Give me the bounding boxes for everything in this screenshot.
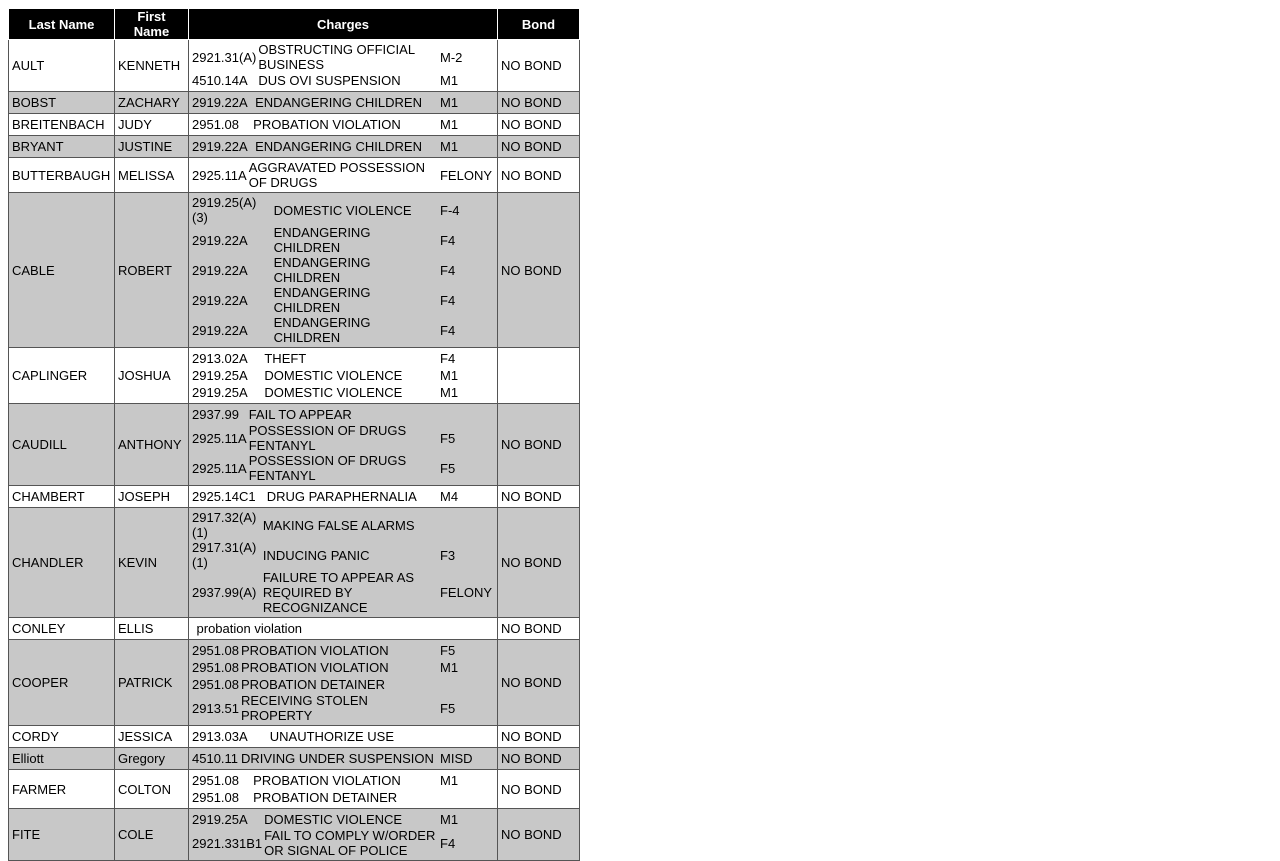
charge-line	[192, 160, 494, 190]
charges-cell	[189, 770, 498, 809]
charge-line	[192, 116, 494, 133]
charge-description: OBSTRUCTING OFFICIAL BUSINESS	[258, 42, 415, 72]
inmate-row	[9, 136, 580, 158]
charge-description: FAIL TO COMPLY W/ORDER OR SIGNAL OF POLICE	[264, 828, 436, 858]
first-name-cell: Gregory	[115, 748, 189, 770]
charge-degree	[440, 620, 494, 637]
charge-line	[192, 620, 494, 637]
charge-code: 2925.11A	[192, 430, 247, 446]
charge-code: 2937.99(A)	[192, 585, 257, 600]
charge-description: DOMESTIC VIOLENCE	[264, 385, 403, 400]
bond-cell: NO BOND	[498, 92, 580, 114]
charge-degree: FELONY	[439, 167, 492, 183]
charge-line	[192, 255, 494, 285]
charges-cell	[189, 618, 498, 640]
charge-code: 2951.08	[192, 677, 239, 692]
charge-line	[192, 811, 494, 828]
inmate-row	[9, 40, 580, 92]
last-name-cell: FITE	[9, 809, 115, 861]
header-last-name: Last Name	[9, 9, 115, 40]
first-name-cell: JOSHUA	[115, 348, 189, 404]
charge-degree	[440, 510, 494, 540]
charge-description: ENDANGERING CHILDREN	[273, 315, 371, 345]
charge-code: 2917.32(A)(1)	[192, 510, 257, 540]
header-bond: Bond	[498, 9, 580, 40]
charge-line	[192, 828, 494, 858]
inmate-row	[9, 114, 580, 136]
first-name-cell: JUSTINE	[115, 136, 189, 158]
charge-line	[192, 510, 494, 540]
charge-description: FAIL TO APPEAR	[248, 407, 352, 422]
charges-cell	[189, 404, 498, 486]
charge-code: 2925.11A	[192, 167, 247, 183]
charge-degree: F3	[439, 547, 456, 563]
charge-line	[192, 642, 494, 659]
bond-cell	[498, 348, 580, 404]
charge-description: DOMESTIC VIOLENCE	[273, 202, 412, 218]
bond-cell: NO BOND	[498, 158, 580, 193]
charge-description: PROBATION DETAINER	[241, 677, 385, 692]
first-name-cell: KENNETH	[115, 40, 189, 92]
charges-list	[192, 116, 494, 133]
inmate-roster-table	[8, 8, 580, 861]
charge-description: INDUCING PANIC	[262, 547, 370, 563]
bond-cell: NO BOND	[498, 136, 580, 158]
charges-list	[192, 350, 494, 401]
first-name-cell: ELLIS	[115, 618, 189, 640]
charge-line	[192, 72, 494, 89]
charge-degree: F4	[440, 292, 456, 308]
charge-degree	[440, 676, 494, 693]
charge-line	[192, 315, 494, 345]
charge-description: ENDANGERING CHILDREN	[273, 225, 371, 255]
last-name-cell: CAUDILL	[9, 404, 115, 486]
last-name-cell: BREITENBACH	[9, 114, 115, 136]
charge-code: 2919.22A	[192, 262, 248, 278]
charge-description: FAILURE TO APPEAR AS REQUIRED BY RECOGNIZANCE	[262, 570, 415, 615]
charge-code: 2937.99	[192, 407, 239, 422]
charge-degree: F4	[440, 835, 456, 851]
charges-cell	[189, 136, 498, 158]
charges-cell	[189, 92, 498, 114]
charge-code: 2951.08	[192, 773, 239, 788]
charges-list	[192, 406, 494, 483]
charges-list	[192, 620, 494, 637]
charge-description: RECEIVING STOLEN PROPERTY	[241, 693, 368, 723]
charges-cell	[189, 158, 498, 193]
first-name-cell: COLTON	[115, 770, 189, 809]
charge-line	[192, 453, 494, 483]
first-name-cell: MELISSA	[115, 158, 189, 193]
charge-degree: F5	[440, 700, 456, 716]
charges-list	[192, 750, 494, 767]
charge-description: PROBATION DETAINER	[253, 790, 398, 805]
bond-cell: NO BOND	[498, 809, 580, 861]
charge-description: ENDANGERING CHILDREN	[255, 139, 422, 154]
first-name-cell: JOSEPH	[115, 486, 189, 508]
charge-degree: F4	[440, 351, 456, 366]
charge-degree: M1	[440, 368, 459, 383]
charge-code: 2951.08	[192, 117, 239, 132]
last-name-cell: CABLE	[9, 193, 115, 348]
charge-degree	[440, 406, 494, 423]
charge-code: 2951.08	[192, 660, 239, 675]
charge-description: DUS OVI SUSPENSION	[258, 73, 401, 88]
charge-line	[192, 350, 494, 367]
first-name-cell: ROBERT	[115, 193, 189, 348]
charge-degree: M1	[440, 660, 459, 675]
charge-description: PROBATION VIOLATION	[241, 660, 389, 675]
last-name-cell: BUTTERBAUGH	[9, 158, 115, 193]
first-name-cell: ZACHARY	[115, 92, 189, 114]
charge-code: 2921.331B1	[192, 835, 263, 851]
charge-code: 2921.31(A)	[192, 49, 257, 65]
charge-degree: M1	[440, 812, 459, 827]
charge-degree: FELONY	[439, 585, 492, 600]
charge-line	[192, 406, 494, 423]
charge-line	[192, 570, 494, 615]
charge-line	[192, 285, 494, 315]
charge-degree: F4	[440, 322, 456, 338]
charges-cell	[189, 809, 498, 861]
bond-cell: NO BOND	[498, 748, 580, 770]
charge-code: 2919.25(A)(3)	[192, 195, 257, 225]
charge-degree: F5	[440, 460, 456, 476]
charge-description: ENDANGERING CHILDREN	[255, 95, 422, 110]
charge-description: PROBATION VIOLATION	[253, 773, 401, 788]
inmate-row	[9, 404, 580, 486]
charge-degree: M1	[440, 117, 459, 132]
charges-list	[192, 642, 494, 723]
charge-code: 4510.11	[192, 751, 239, 766]
charge-description: THEFT	[264, 351, 307, 366]
charge-line	[192, 195, 494, 225]
charge-description: AGGRAVATED POSSESSION OF DRUGS	[248, 160, 425, 190]
charge-degree: MISD	[440, 751, 473, 766]
charge-description: DRIVING UNDER SUSPENSION	[241, 751, 434, 766]
header-charges: Charges	[189, 9, 498, 40]
charges-list	[192, 510, 494, 615]
charge-code: 2913.02A	[192, 351, 248, 366]
header-first-name: First Name	[115, 9, 189, 40]
charge-line	[192, 42, 494, 72]
charge-line	[192, 138, 494, 155]
charges-cell	[189, 508, 498, 618]
charge-description: DRUG PARAPHERNALIA	[266, 489, 417, 504]
charge-line	[192, 94, 494, 111]
roster-body	[9, 40, 580, 861]
inmate-row	[9, 726, 580, 748]
charge-code: 2951.08	[192, 790, 239, 805]
last-name-cell: CAPLINGER	[9, 348, 115, 404]
charge-code: 2919.25A	[192, 368, 248, 383]
charge-description: MAKING FALSE ALARMS	[262, 517, 415, 533]
charges-list	[192, 728, 494, 745]
charges-list	[192, 42, 494, 89]
last-name-cell: CHANDLER	[9, 508, 115, 618]
charge-code: 2913.03A	[192, 729, 248, 744]
charge-degree: M1	[440, 73, 459, 88]
inmate-row	[9, 508, 580, 618]
charge-code: 2951.08	[192, 643, 239, 658]
charge-code: 2917.31(A)(1)	[192, 540, 257, 570]
charge-description: POSSESSION OF DRUGS FENTANYL	[248, 453, 407, 483]
charge-degree: M1	[440, 773, 459, 788]
charges-cell	[189, 640, 498, 726]
charge-degree: F-4	[440, 202, 460, 218]
charge-degree: F5	[440, 430, 456, 446]
charge-line	[192, 659, 494, 676]
inmate-row	[9, 193, 580, 348]
charge-code: 2913.51	[192, 700, 239, 716]
charge-line	[192, 225, 494, 255]
first-name-cell: KEVIN	[115, 508, 189, 618]
charge-code: 2919.22A	[192, 322, 248, 338]
charges-list	[192, 138, 494, 155]
charge-description: DOMESTIC VIOLENCE	[264, 368, 403, 383]
charges-cell	[189, 348, 498, 404]
charge-line	[192, 423, 494, 453]
inmate-row	[9, 640, 580, 726]
charge-line	[192, 693, 494, 723]
charge-code: 2925.14C1	[192, 489, 256, 504]
charge-degree: F4	[440, 232, 456, 248]
charge-degree: M-2	[440, 49, 463, 65]
charge-code: 2919.25A	[192, 385, 248, 400]
charge-code: 2919.22A	[192, 139, 248, 154]
inmate-row	[9, 770, 580, 809]
charges-cell	[189, 193, 498, 348]
charges-cell	[189, 486, 498, 508]
bond-cell: NO BOND	[498, 618, 580, 640]
bond-cell: NO BOND	[498, 40, 580, 92]
last-name-cell: CORDY	[9, 726, 115, 748]
charge-line	[192, 488, 494, 505]
first-name-cell: PATRICK	[115, 640, 189, 726]
charge-description: ENDANGERING CHILDREN	[273, 255, 371, 285]
bond-cell: NO BOND	[498, 640, 580, 726]
charge-degree: F4	[440, 262, 456, 278]
charge-line	[192, 384, 494, 401]
charge-code: 2925.11A	[192, 460, 247, 476]
charge-line	[192, 540, 494, 570]
last-name-cell: COOPER	[9, 640, 115, 726]
charge-line	[192, 789, 494, 806]
bond-cell: NO BOND	[498, 404, 580, 486]
charge-degree: M1	[440, 385, 459, 400]
charge-degree: M4	[440, 489, 459, 504]
first-name-cell: ANTHONY	[115, 404, 189, 486]
charges-list	[192, 195, 494, 345]
charge-code: 4510.14A	[192, 73, 248, 88]
inmate-row	[9, 348, 580, 404]
last-name-cell: Elliott	[9, 748, 115, 770]
inmate-row	[9, 748, 580, 770]
inmate-row	[9, 809, 580, 861]
bond-cell: NO BOND	[498, 726, 580, 748]
last-name-cell: BOBST	[9, 92, 115, 114]
charge-description: DOMESTIC VIOLENCE	[264, 812, 403, 827]
charge-line	[192, 728, 494, 745]
bond-cell: NO BOND	[498, 486, 580, 508]
charge-degree: F5	[440, 643, 456, 658]
last-name-cell: CONLEY	[9, 618, 115, 640]
inmate-row	[9, 158, 580, 193]
charge-degree	[440, 728, 494, 745]
first-name-cell: COLE	[115, 809, 189, 861]
charge-description: UNAUTHORIZE USE	[269, 729, 394, 744]
charge-line	[192, 750, 494, 767]
inmate-row	[9, 486, 580, 508]
charge-line	[192, 772, 494, 789]
charge-code: 2919.22A	[192, 232, 248, 248]
charge-description: ENDANGERING CHILDREN	[273, 285, 371, 315]
charges-list	[192, 811, 494, 858]
charges-list	[192, 488, 494, 505]
bond-cell: NO BOND	[498, 193, 580, 348]
charges-list	[192, 772, 494, 806]
bond-cell: NO BOND	[498, 114, 580, 136]
charge-code: 2919.22A	[192, 95, 248, 110]
header-row	[9, 9, 580, 40]
charge-degree: M1	[440, 95, 459, 110]
bond-cell: NO BOND	[498, 508, 580, 618]
first-name-cell: JUDY	[115, 114, 189, 136]
inmate-row	[9, 92, 580, 114]
charges-cell	[189, 748, 498, 770]
charge-degree	[440, 789, 494, 806]
charge-code: 2919.25A	[192, 812, 248, 827]
charges-cell	[189, 114, 498, 136]
charge-description: POSSESSION OF DRUGS FENTANYL	[248, 423, 407, 453]
charge-code: 2919.22A	[192, 292, 248, 308]
charge-description: PROBATION VIOLATION	[253, 117, 401, 132]
last-name-cell: CHAMBERT	[9, 486, 115, 508]
last-name-cell: BRYANT	[9, 136, 115, 158]
charge-line	[192, 676, 494, 693]
charge-description: PROBATION VIOLATION	[241, 643, 389, 658]
last-name-cell: FARMER	[9, 770, 115, 809]
charges-cell	[189, 40, 498, 92]
charge-degree: M1	[440, 139, 459, 154]
charge-line	[192, 367, 494, 384]
inmate-row	[9, 618, 580, 640]
first-name-cell: JESSICA	[115, 726, 189, 748]
bond-cell: NO BOND	[498, 770, 580, 809]
charges-list	[192, 94, 494, 111]
last-name-cell: AULT	[9, 40, 115, 92]
charges-cell	[189, 726, 498, 748]
charges-list	[192, 160, 494, 190]
charge-description: probation violation	[196, 621, 303, 636]
